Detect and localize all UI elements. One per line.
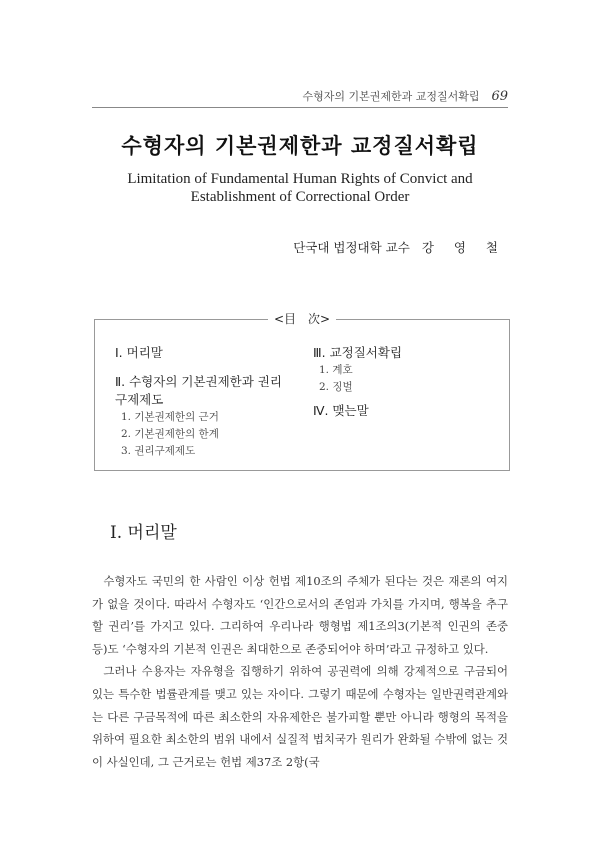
toc-title (95, 312, 509, 326)
toc-sub-item: 1. 계호 (319, 364, 353, 376)
section-heading: Ⅰ. 머리말 (110, 523, 177, 543)
running-head-title: 수형자의 기본권제한과 교정질서확립 (302, 90, 480, 103)
toc-heading: Ⅱ. 수형자의 기본권제한과 권리 구제제도 (115, 374, 282, 407)
author-affiliation: 단국대 법정대학 교수 (293, 240, 410, 255)
paper-title-english (0, 170, 600, 206)
title-en-line-1: Limitation of Fundamental Human Rights of Convict and (127, 171, 473, 187)
paragraph: 그러나 수용자는 자유형을 집행하기 위하여 공권력에 의해 강제적으로 구금되어 있는 특수한 법률관계를 맺고 있는 자이다. 그렇기 때문에 수형자는 일반권력관계와는 다른 구금목적에 따른 최소한의 자유제한은 불가피할 뿐만 아니라 행형의 목적을 위하여 필요한 최소한의 범위 내에서 실질적 법치국가 원리가 완화될 수밖에 없는 것이 사실인데, 그 근거로는 헌법 제37조 2항(국 (92, 664, 508, 769)
author-line (293, 238, 506, 256)
title-en-line-2: Establishment of Correctional Order (190, 189, 410, 205)
page-number: 69 (491, 89, 508, 104)
header-rule (92, 107, 508, 108)
paragraph: 수형자도 국민의 한 사람인 이상 헌법 제10조의 주체가 된다는 것은 재론의 여지가 없을 것이다. 따라서 수형자도 ‘인간으로서의 존엄과 가치를 가지며, 행복을 추구할 권리’를 가지고 있다. 그리하여 우리나라 행형법 제1조의3(기본적 인권의 존중 등)도 ‘수형자의 기본적 인권은 최대한으로 존중되어야 하며’라고 규정하고 있다. (92, 574, 508, 656)
body-text (92, 570, 508, 773)
toc-heading: Ⅳ. 맺는말 (313, 403, 369, 418)
toc-sub-item: 1. 기본권제한의 근거 (121, 411, 219, 423)
paper-title-korean: 수형자의 기본권제한과 교정질서확립 (121, 134, 479, 158)
toc-sub-item: 3. 권리구제제도 (121, 445, 196, 457)
toc-left-column (115, 344, 295, 460)
table-of-contents (94, 312, 510, 471)
toc-heading: Ⅲ. 교정질서확립 (313, 345, 403, 360)
toc-title-text: <目 次> (268, 312, 336, 326)
running-head (302, 88, 508, 104)
author-name: 강 영 철 (421, 240, 506, 255)
toc-sub-item: 2. 기본권제한의 한계 (121, 428, 219, 440)
toc-right-column (313, 344, 493, 420)
toc-heading: Ⅰ. 머리말 (115, 345, 163, 360)
toc-sub-item: 2. 징벌 (319, 381, 353, 393)
